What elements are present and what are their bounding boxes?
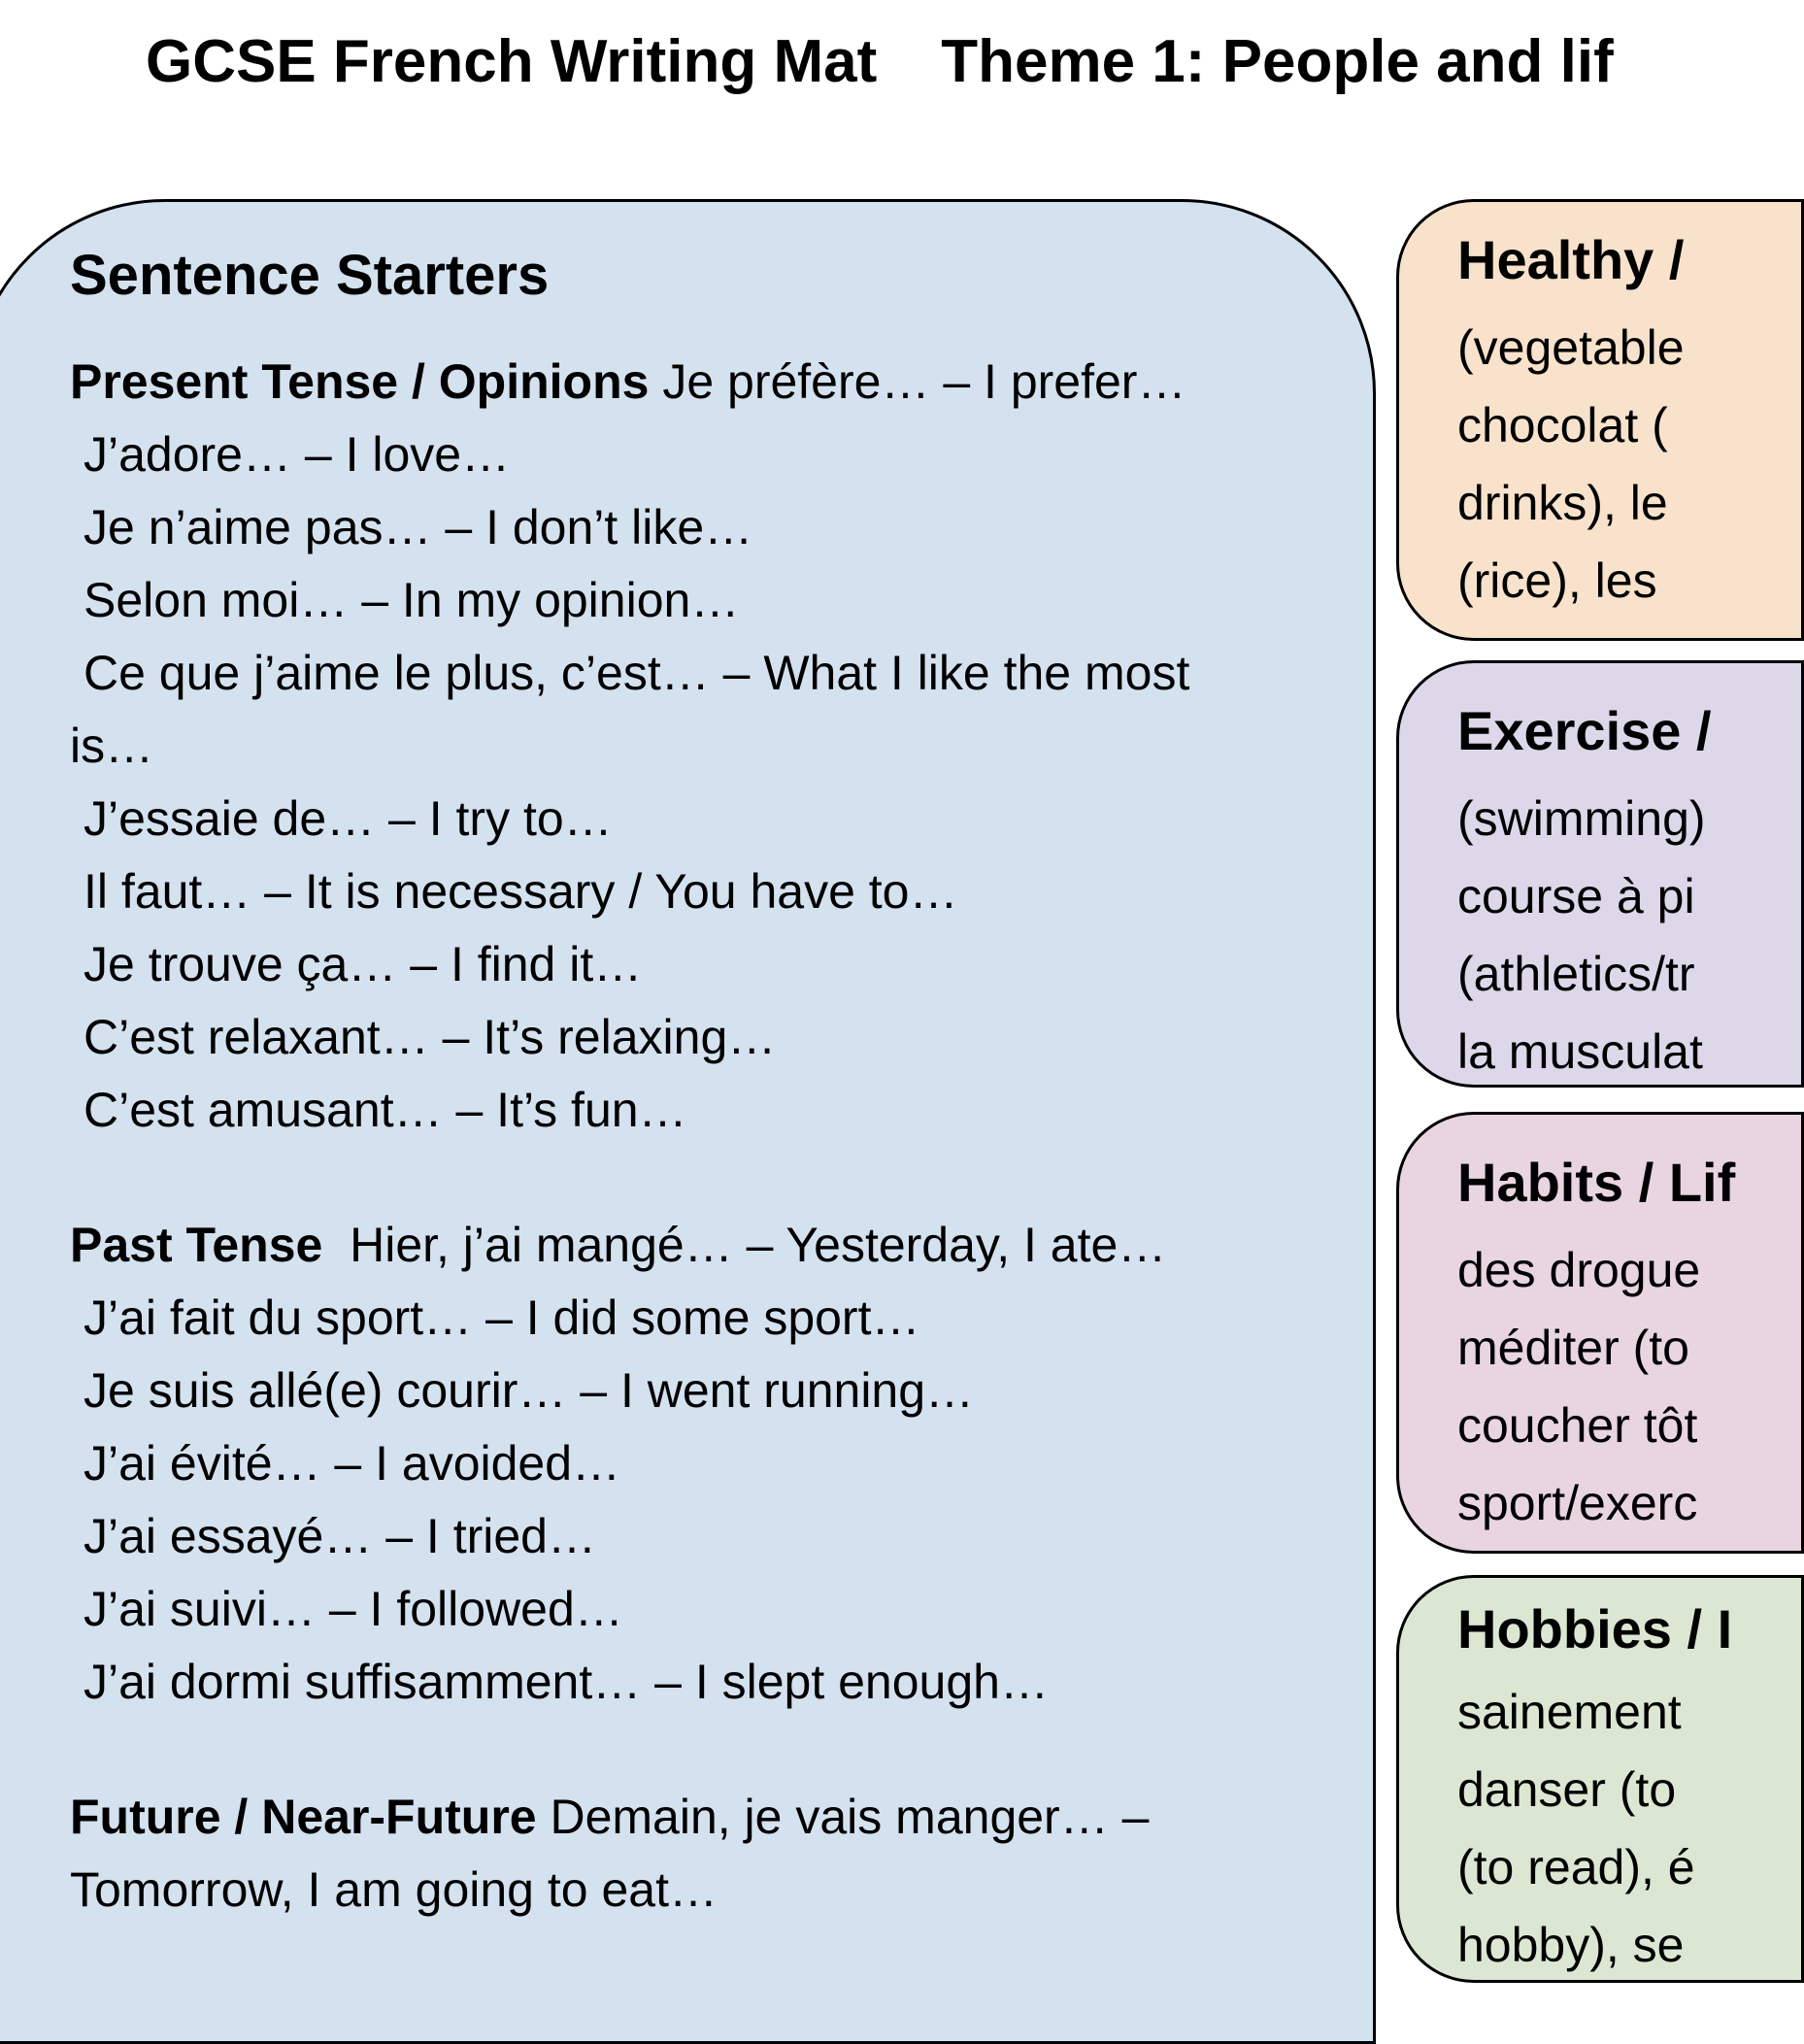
present-phrase: Je n’aime pas… – I don’t like…	[84, 500, 753, 554]
past-phrase: Je suis allé(e) courir… – I went running…	[84, 1363, 975, 1418]
future-tense-first-phrase: Demain, je vais manger… –	[536, 1790, 1150, 1844]
past-tense-first-phrase: Hier, j’ai mangé… – Yesterday, I ate…	[322, 1218, 1167, 1272]
exercise-topic-line: course à pi	[1457, 869, 1695, 923]
mat-title: GCSE French Writing Mat	[146, 28, 878, 95]
present-phrase: Selon moi… – In my opinion…	[84, 573, 740, 627]
healthy-topic-line: chocolat (	[1457, 398, 1668, 452]
healthy-topic-line: drinks), le	[1457, 476, 1668, 530]
past-phrase: J’ai dormi suffisamment… – I slept enough…	[84, 1655, 1049, 1709]
habits-topic-line: méditer (to	[1457, 1321, 1689, 1375]
present-phrase: Ce que j’aime le plus, c’est… – What I like the most	[84, 646, 1190, 700]
past-tense-first-line	[70, 1209, 1332, 1282]
theme-title: Theme 1: People and lif	[941, 28, 1614, 95]
present-phrase: J’adore… – I love…	[84, 427, 511, 482]
future-tense-first-line	[70, 1781, 1332, 1854]
hobbies-topic-line: danser (to	[1457, 1762, 1677, 1817]
exercise-topic-line: (athletics/tr	[1457, 947, 1695, 1001]
present-phrase: Il faut… – It is necessary / You have to…	[84, 864, 958, 919]
habits-topic-box	[1396, 1112, 1804, 1554]
present-phrase: C’est relaxant… – It’s relaxing…	[84, 1010, 777, 1064]
exercise-topic-line: (swimming)	[1457, 791, 1706, 846]
future-phrase-continuation: Tomorrow, I am going to eat…	[70, 1862, 718, 1917]
present-phrase: Je trouve ça… – I find it…	[84, 937, 643, 991]
section-gap	[70, 1147, 1332, 1209]
hobbies-topic-line: hobby), se	[1457, 1918, 1685, 1972]
healthy-topic-line: (vegetable	[1457, 320, 1685, 375]
present-tense-first-line	[70, 346, 1332, 419]
past-phrase: J’ai fait du sport… – I did some sport…	[84, 1290, 920, 1345]
hobbies-topic-line: sainement	[1457, 1685, 1682, 1739]
past-tense-label: Past Tense	[70, 1218, 323, 1272]
habits-topic-line: sport/exerc	[1457, 1476, 1698, 1530]
healthy-topic-line: (rice), les	[1457, 553, 1657, 608]
hobbies-topic-title: Hobbies / I	[1457, 1598, 1733, 1659]
past-phrase: J’ai suivi… – I followed…	[84, 1582, 623, 1636]
page-title	[146, 27, 1703, 105]
section-gap	[70, 1719, 1332, 1781]
present-phrase: C’est amusant… – It’s fun…	[84, 1083, 687, 1137]
habits-topic-line: coucher tôt	[1457, 1398, 1698, 1453]
habits-topic-title: Habits / Lif	[1457, 1152, 1736, 1213]
exercise-topic-box	[1396, 660, 1804, 1088]
sentence-starters-heading: Sentence Starters	[70, 244, 550, 307]
present-tense-label: Present Tense / Opinions	[70, 354, 650, 409]
past-phrase: J’ai essayé… – I tried…	[84, 1509, 596, 1563]
present-phrase: J’essaie de… – I try to…	[84, 791, 613, 846]
future-tense-label: Future / Near-Future	[70, 1790, 537, 1844]
exercise-topic-line: la musculat	[1457, 1024, 1703, 1079]
healthy-topic-box	[1396, 199, 1804, 641]
hobbies-topic-line: (to read), é	[1457, 1840, 1695, 1894]
exercise-topic-title: Exercise /	[1457, 700, 1712, 761]
past-phrase: J’ai évité… – I avoided…	[84, 1436, 621, 1491]
present-tense-first-phrase: Je préfère… – I prefer…	[649, 354, 1186, 409]
present-phrase-continuation: is…	[70, 719, 154, 773]
healthy-topic-title: Healthy /	[1457, 229, 1685, 290]
habits-topic-line: des drogue	[1457, 1243, 1701, 1297]
sentence-starters-content	[70, 233, 1332, 1927]
hobbies-topic-box	[1396, 1575, 1804, 1983]
